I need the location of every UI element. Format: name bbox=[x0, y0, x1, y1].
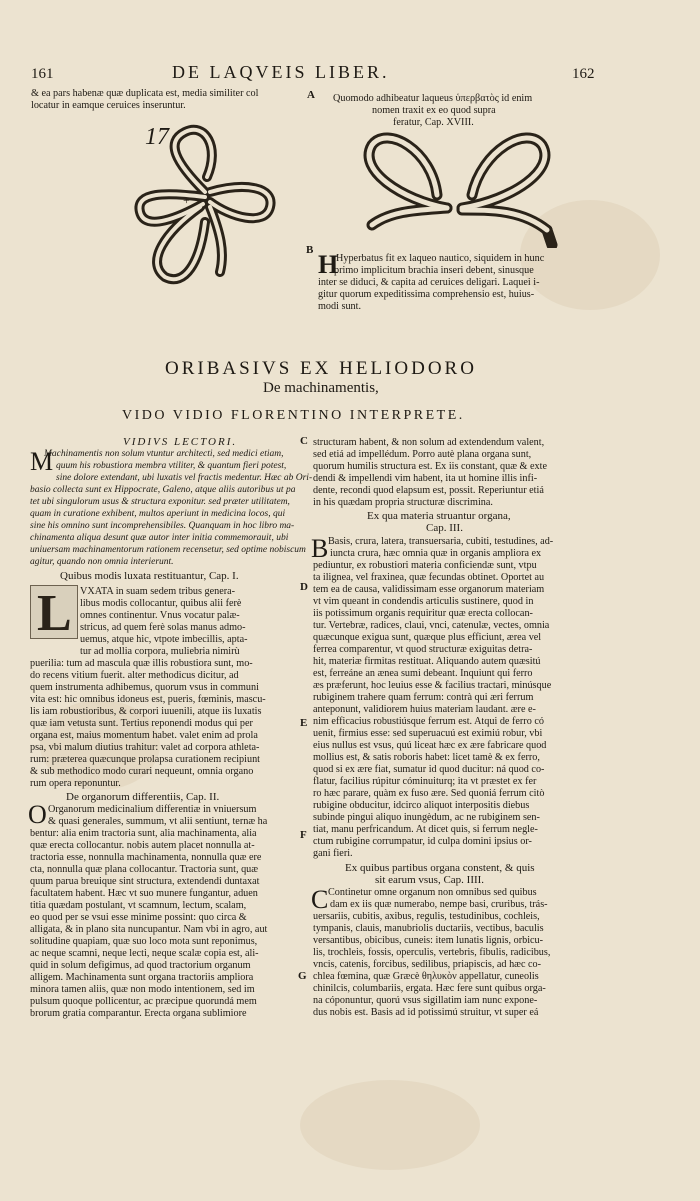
text-line: na cóponuntur, quorú vsus sigillatim iam nunc expone- bbox=[313, 995, 538, 1006]
text-line: ctum rubigine corrumpatur, id culpa domini ipsius or- bbox=[313, 836, 532, 847]
text-line: titia quædam postulant, vt scamnum, lectum, scalam, bbox=[30, 900, 247, 911]
text-line: iis potissimum organis requiritur quæ erecta collocan- bbox=[313, 608, 533, 619]
text-line: Organorum medicinalium differentiæ in vniuersum bbox=[48, 804, 257, 815]
text-line: pediuntur, ex robustiori materia conficiendæ sunt, vtpu bbox=[313, 560, 537, 571]
chapter-4-title-a: Ex quibus partibus organa constent, & quis bbox=[345, 862, 535, 874]
text-line: uniuersam machinamentorum rationem recensetur, sed optime nobiscum bbox=[30, 545, 306, 555]
text-line: vncis, catenis, forcibus, sedilibus, priapiscis, ad hæc co- bbox=[313, 959, 542, 970]
text-line: rubiginem trahere quam ferrum: contrà qui æri ferrum bbox=[313, 692, 534, 703]
text-line: dam ex iis quæ numerabo, nempe basi, cruribus, trás- bbox=[330, 899, 548, 910]
text-line: bentur: alia enim tractoria sunt, alia machinamenta, alia bbox=[30, 828, 257, 839]
text-line: & quasi generales, summum, vt alii sentiunt, ternæ ha bbox=[48, 816, 268, 827]
chapter-2-title: De organorum differentiis, Cap. II. bbox=[66, 791, 220, 803]
translator-line: VIDO VIDIO FLORENTINO INTERPRETE. bbox=[122, 408, 465, 423]
text-line: Hyperbatus fit ex laqueo nautico, siquidem in hunc bbox=[336, 253, 545, 264]
text-line: primo implicitum brachia inseri debent, sinusque bbox=[334, 265, 534, 276]
heading-line: nomen traxit ex eo quod supra bbox=[372, 105, 496, 116]
text-line: ro hæc parare, quàm ex fuso ære. Sed quoniá ferrum citò bbox=[313, 788, 545, 799]
dropcap-l bbox=[30, 585, 78, 642]
margin-letter-b: B bbox=[306, 244, 314, 256]
text-line: iuncta crura, hæc omnia quæ in organis ampliora ex bbox=[330, 548, 542, 559]
margin-letter-g: G bbox=[298, 970, 307, 982]
text-line: rubigine obducitur, idcirco aliquot interpositis diebus bbox=[313, 800, 530, 811]
text-line: libus modis collocantur, quibus alii ferè bbox=[80, 598, 242, 609]
text-line: do recens vitium fuerit. alter methodicus dicitur, ad bbox=[30, 670, 239, 681]
text-line: & sub methodico modo curari nequeunt, omnia organo bbox=[30, 766, 254, 777]
svg-text:+: + bbox=[183, 193, 190, 207]
text-line: tur ad mollia corpora, muliebria nimirù bbox=[80, 646, 240, 657]
text-line: rum: præterea quæcunque prolapsa curationem recipiunt bbox=[30, 754, 260, 765]
text-line: quem instrumenta adhibemus, quorum vsus in communi bbox=[30, 682, 259, 693]
dropcap-letter: L bbox=[37, 585, 72, 642]
text-line: locatur in eamque ceruices inseruntur. bbox=[31, 100, 186, 111]
chapter-3-title: Ex qua materia struantur organa, bbox=[367, 510, 511, 522]
text-line: versantibus, obicibus, cuneis: item lunatis lignis, orbicu- bbox=[313, 935, 544, 946]
text-line: vita est: hic omnibus idoneus est, pueris, fœminis, mascu- bbox=[30, 694, 266, 705]
chapter-4-title-b: sit earum vsus, Cap. IIII. bbox=[375, 874, 485, 886]
text-line: tractoria esse, nonnulla machinamenta, nonnulla quæ ere bbox=[30, 852, 262, 863]
dropcap-b: B bbox=[311, 534, 329, 563]
text-line: inter se diduci, & capita ad ceruices deligari. Laquei i- bbox=[318, 277, 540, 288]
text-line: Basis, crura, latera, transuersaria, cubiti, testudines, ad- bbox=[328, 536, 554, 547]
text-line: facultatem habent. Hæc vt suo munere fungantur, aduen bbox=[30, 888, 258, 899]
text-line: organa est, maius momentum habet. valet enim ad prola bbox=[30, 730, 258, 741]
text-line: tympanis, clauis, manubriolis ductariis, vectibus, baculis bbox=[313, 923, 544, 934]
text-line: tur. Vertebræ, radices, claui, vnci, catenulæ, vectes, omnia bbox=[313, 620, 550, 631]
text-line: stricus, ad quem ferè solas manus admo- bbox=[80, 622, 246, 633]
margin-letter-a: A bbox=[307, 89, 315, 101]
text-line: quæ erecta collocantur. nobis autem placet nonnulla at- bbox=[30, 840, 255, 851]
heading-line: feratur, Cap. XVIII. bbox=[393, 117, 474, 128]
text-line: psa, vbi malum diutius trahitur: valet ad corpora athleta- bbox=[30, 742, 260, 753]
text-line: ta ilignea, vel fraxinea, quæ fecundas obtinet. Oportet au bbox=[313, 572, 545, 583]
margin-letter-d: D bbox=[300, 581, 308, 593]
knot-figure-right bbox=[352, 130, 564, 248]
text-line: quæ iam vetusta sunt. Tertius reponendi modus qui per bbox=[30, 718, 253, 729]
text-line: alligem. Machinamenta sunt organa tractoriis ampliora bbox=[30, 972, 254, 983]
text-line: chlea fœmina, quæ Græcè θηλυκὸν appellatur, cuneolis bbox=[313, 971, 539, 982]
text-line: flatur, facilius rúpitur cóminuiturq; ita vt præstet ex fer bbox=[313, 776, 537, 787]
text-line: dente, recondi quod elapsum est, possit. Reperiuntur etiá bbox=[313, 485, 544, 496]
dropcap-c: C bbox=[311, 885, 329, 914]
text-line: lis, trochleis, fossis, operculis, vertebris, fibulis, radicibus, bbox=[313, 947, 551, 958]
page-number-left: 161 bbox=[31, 66, 54, 82]
text-line: uersariis, cubitis, axibus, regulis, testudinibus, cochleis, bbox=[313, 911, 540, 922]
text-line: chinilcis, columbariis, ergata. Hæc fere sunt quibus orga- bbox=[313, 983, 546, 994]
text-line: tem ea de causa, validissimam esse organorum materiam bbox=[313, 584, 545, 595]
text-line: basio collecta sunt ex Hippocrate, Galeno, atque aliis autoribus ut pa bbox=[30, 485, 296, 495]
text-line: æs præferunt, hoc leuius esse & facilius tractari, minúsque bbox=[313, 680, 552, 691]
figure-number: 17 bbox=[145, 124, 169, 150]
knot-figure-left bbox=[125, 122, 285, 287]
text-line: quam in curatione exhibent, multos aperiunt in medicina locos, qui bbox=[30, 509, 286, 519]
margin-letter-c: C bbox=[300, 435, 308, 447]
text-line: minora tamen aliis, quæ non modo intentionem, sed im bbox=[30, 984, 255, 995]
text-line: solitudine quapiam, quæ suo loco mota sunt reponimus, bbox=[30, 936, 258, 947]
text-line: puerilia: tum ad mascula quæ illis robustiora sunt, mo- bbox=[30, 658, 253, 669]
text-line: gitur quorum expeditissima comprehensio est, huius- bbox=[318, 289, 535, 300]
text-line: vt vim queant in condendis articulis sustinere, quod in bbox=[313, 596, 534, 607]
text-line: dendi & impellendi vim habent, ita ut homine illis infi- bbox=[313, 473, 538, 484]
section-subtitle: De machinamentis, bbox=[263, 380, 379, 396]
text-line: hit, materiæ firmitas restituat. Aliquando autem quæsitú bbox=[313, 656, 541, 667]
text-line: Continetur omne organum non omnibus sed quibus bbox=[328, 887, 537, 898]
running-title: DE LAQVEIS LIBER. bbox=[172, 62, 390, 82]
text-line: quod si ex ære fiat, sumatur id quod ducitur: ná quod co- bbox=[313, 764, 545, 775]
text-line: & ea pars habenæ quæ duplicata est, media similiter col bbox=[31, 88, 259, 99]
text-line: quid in solum defigimus, ad quod tractorium organum bbox=[30, 960, 251, 971]
section-title: ORIBASIVS EX HELIODORO bbox=[165, 358, 477, 379]
text-line: sine dolore extendant, ubi luxatis vel fractis medentur. Hæc ab Ori- bbox=[56, 473, 313, 483]
preface-heading: VIDIVS LECTORI. bbox=[123, 436, 238, 448]
margin-letter-f: F bbox=[300, 829, 307, 841]
text-line: cta, nonnulla quæ plana collocantur. Tractoria sunt, quæ bbox=[30, 864, 259, 875]
text-line: gani fieri. bbox=[313, 848, 353, 859]
text-line: omnes continentur. Vnus vocatur palæ- bbox=[80, 610, 240, 621]
page-number-right: 162 bbox=[572, 66, 595, 82]
text-line: dus nobis est. Basis ad id potissimú struitur, vt super eá bbox=[313, 1007, 539, 1018]
chapter-3-label: Cap. III. bbox=[426, 522, 463, 534]
text-line: modi sunt. bbox=[318, 301, 362, 312]
text-line: uemus, atque hic, vtpote imbecillis, apta- bbox=[80, 634, 248, 645]
text-line: agitur, quando non omnia interierunt. bbox=[30, 557, 174, 567]
text-line: Machinamentis non solum vtuntur architecti, sed medici etiam, bbox=[44, 449, 284, 459]
text-line: nim efficacius robustiúsque ferrum est. Atqui de ferro có bbox=[313, 716, 544, 727]
text-line: uenit, firmius esse: sed superuacuú est eximiú robur, vbi bbox=[313, 728, 543, 739]
text-line: tiat, manu perfricandum. At dicet quis, si ferrum negle- bbox=[313, 824, 538, 835]
text-line: anteponunt, validiorem huius materiam laudant. ære e- bbox=[313, 704, 536, 715]
dropcap-h: H bbox=[318, 250, 339, 279]
text-line: in his quædam propria structuræ discrimina. bbox=[313, 497, 493, 508]
text-line: ac neque scamni, neque lecti, neque scalæ copia est, ali- bbox=[30, 948, 259, 959]
text-line: brorum gratia comparantur. Erecta organa sublimiore bbox=[30, 1008, 247, 1019]
text-line: lis iam robustioribus, & corpori iuuenili, atque iis luxatis bbox=[30, 706, 262, 717]
heading-line: Quomodo adhibeatur laqueus ὑπερβατὸς id enim bbox=[333, 93, 533, 104]
text-line: est, ferreáne an ænea sumi debeant. Inquiunt qui ferro bbox=[313, 668, 533, 679]
text-line: tet ubi singulorum usus & structura exponitur. sed præter utilitatem, bbox=[30, 497, 290, 507]
text-line: eius nullus est vsus, quú liceat hæc ex ære fabricare quod bbox=[313, 740, 547, 751]
text-line: chinamenta aliqua desunt quæ autor inter initia commemorauit, ubi bbox=[30, 533, 289, 543]
text-line: sed etiá ad impellédum. Porro autè plana organa sunt, bbox=[313, 449, 532, 460]
text-line: quum his robustiora membra vtiliter, & quantum fieri potest, bbox=[56, 461, 287, 471]
text-line: mollius est, & satis roboris habet: licet tamè & ex ferro, bbox=[313, 752, 540, 763]
text-line: quum parua breuique sint structura, extendendi duntaxat bbox=[30, 876, 260, 887]
text-line: VXATA in suam sedem tribus genera- bbox=[80, 586, 236, 597]
text-line: structuram habent, & non solum ad extendendum valent, bbox=[313, 437, 545, 448]
text-line: sine his omnino sunt incomprehensibiles. Quanquam in hoc libro ma- bbox=[30, 521, 295, 531]
dropcap-o: O bbox=[28, 800, 47, 829]
text-line: rum opera reponuntur. bbox=[30, 778, 121, 789]
chapter-1-title: Quibus modis luxata restituantur, Cap. I. bbox=[60, 570, 239, 582]
text-line: subinde pingui aliquo inungèdum, ac ne rubiginem sen- bbox=[313, 812, 540, 823]
text-line: eo quod per se vsui esse minime possint: quo circa & bbox=[30, 912, 247, 923]
text-line: pulsum quoque pollicentur, ac præcipue quorundá mem bbox=[30, 996, 257, 1007]
dropcap-m: M bbox=[30, 447, 54, 476]
margin-letter-e: E bbox=[300, 717, 308, 729]
text-line: quæcunque exigua sunt, quæque plus efficiunt, ærea vel bbox=[313, 632, 542, 643]
text-line: ferrea comparentur, vt quod structuræ exiguitas detra- bbox=[313, 644, 533, 655]
text-line: quorum humilis structura est. Ex iis constant, quæ & exte bbox=[313, 461, 547, 472]
text-line: alligata, & in plano sita nuncupantur. Nam vbi in agro, aut bbox=[30, 924, 268, 935]
